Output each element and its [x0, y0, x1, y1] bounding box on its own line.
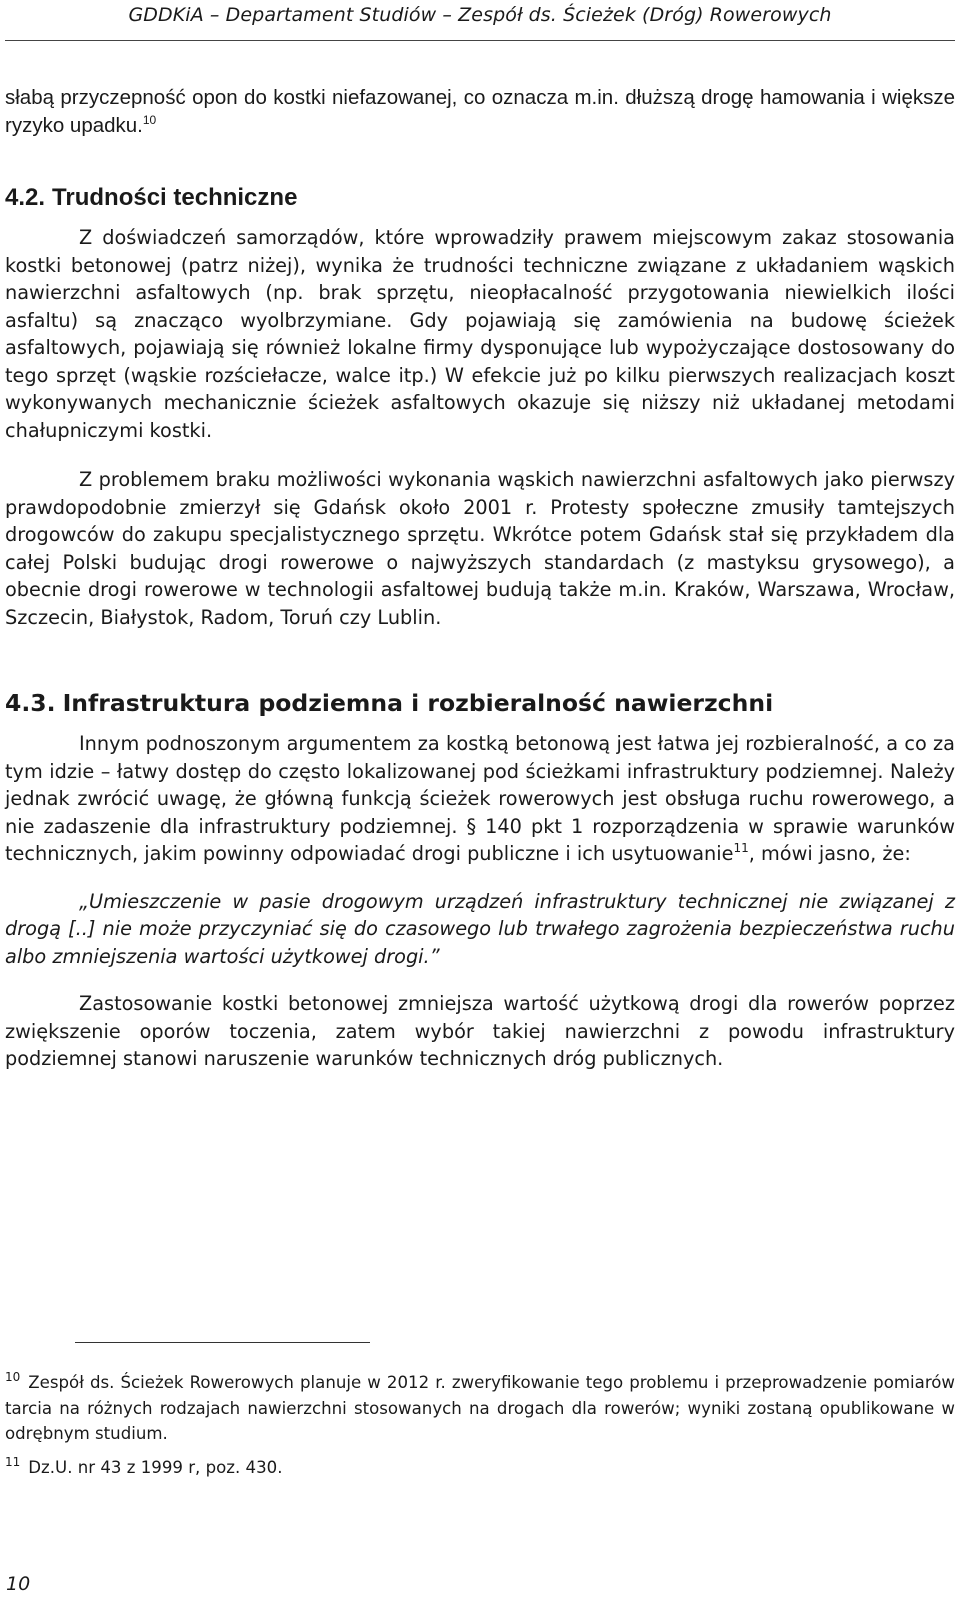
section-title: Infrastruktura podziemna i rozbieralność nawierzchni: [62, 689, 774, 717]
footnote-11: [5, 1455, 955, 1481]
footnote-text: Zespół ds. Ścieżek Rowerowych planuje w 2012 r. zweryfikowanie tego problemu i przeprowadzenie pomiarów tarcia na różnych rodzajach nawierzchni stosowanych na drogach dla rowerów; wyniki zostaną opublikowane w odrębnym studium.: [5, 1373, 955, 1443]
page-number: 10: [6, 1573, 31, 1595]
section-4-2-paragraph-2: Z problemem braku możliwości wykonania wąskich nawierzchni asfaltowych jako pierwszy prawdopodobnie zmierzył się Gdańsk około 2001 r. Protesty społeczne zmusiły tamtejszych drogowców do zakupu specjalistycznego sprzętu. Wkrótce potem Gdańsk stał się przykładem dla całej Polski budując drogi rowerowe o najwyższych standardach (z mastyksu grysowego), a obecnie drogi rowerowe w technologii asfaltowej budują także m.in. Kraków, Warszawa, Wrocław, Szczecin, Białystok, Radom, Toruń czy Lublin.: [5, 468, 955, 629]
spacer: [5, 631, 955, 687]
footnote-text: Dz.U. nr 43 z 1999 r, poz. 430.: [28, 1457, 283, 1477]
section-heading-4-3: [5, 687, 955, 719]
paragraph-text: Innym podnoszonym argumentem za kostką betonową jest łatwa jej rozbieralność, a co za tym idzie – łatwy dostęp do często lokalizowanej pod ścieżkami infrastruktury podziemnej. Należy jednak zwrócić uwagę, że główną funkcją ścieżek rowerowych jest obsługa ruchu rowerowego, a nie zadaszenie dla infrastruktury podziemnej. § 140 pkt 1 rozporządzenia w sprawie warunków technicznych, jakim powinny odpowiadać drogi publiczne i ich usytuowanie: [5, 732, 955, 865]
spacer: [5, 868, 955, 888]
page-body: [5, 84, 955, 1073]
footnote-10: [5, 1370, 955, 1447]
footnote-number: 11: [5, 1454, 21, 1469]
continuation-paragraph: [5, 84, 955, 139]
footnote-ref-11[interactable]: 11: [733, 841, 749, 855]
section-4-2-paragraph-1: Z doświadczeń samorządów, które wprowadziły prawem miejscowym zakaz stosowania kostki betonowej (patrz niżej), wynika że trudności techniczne związane z układaniem wąskich nawierzchni asfaltowych (np. brak sprzętu, nieopłacalność przygotowania niewielkich ilości asfaltu) są znacząco wyolbrzymiane. Gdy pojawiają się zamówienia na budowę ścieżek asfaltowych, pojawiają się również lokalne firmy dysponujące lub wypożyczające dostosowany do tego sprzęt (wąskie rozściełacze, walce itp.) W efekcie już po kilku pierwszych realizacjach koszt wykonywanych mechanicznie ścieżek asfaltowych okazuje się niższy niż układanej metodami chałupniczymi kostki.: [5, 226, 955, 442]
spacer: [5, 214, 955, 224]
continuation-text: słabą przyczepność opon do kostki niefazowanej, co oznacza m.in. dłuższą drogę hamowania i większe ryzyko upadku.: [5, 86, 955, 137]
footnote-number: 10: [5, 1370, 21, 1384]
spacer: [5, 719, 955, 730]
section-number: 4.2.: [5, 184, 46, 211]
section-number: 4.3.: [5, 689, 56, 717]
header-divider: [5, 40, 955, 41]
footnote-ref-10[interactable]: 10: [142, 112, 157, 127]
section-title: Trudności techniczne: [52, 184, 298, 211]
paragraph-text-end: , mówi jasno, że:: [748, 842, 911, 865]
section-4-3-paragraph-1: [5, 730, 955, 868]
legal-quote: „Umieszczenie w pasie drogowym urządzeń infrastruktury technicznej nie związanej z drogą [..] nie może przyczyniać się do czasowego lub trwałego zagrożenia bezpieczeństwa ruchu albo zmniejszenia wartości użytkowej drogi.”: [5, 889, 955, 968]
spacer: [5, 970, 955, 990]
spacer: [5, 444, 955, 466]
section-heading-4-2: [5, 182, 955, 214]
footnotes: [5, 1370, 955, 1480]
running-header: GDDKiA – Departament Studiów – Zespół ds. Ścieżek (Dróg) Rowerowych: [128, 4, 832, 26]
section-4-3-paragraph-2: Zastosowanie kostki betonowej zmniejsza wartość użytkową drogi dla rowerów poprzez zwiększenie oporów toczenia, zatem wybór takiej nawierzchni z powodu infrastruktury podziemnej stanowi naruszenie warunków technicznych dróg publicznych.: [5, 992, 955, 1070]
footnote-divider: [75, 1342, 370, 1343]
spacer: [5, 139, 955, 182]
